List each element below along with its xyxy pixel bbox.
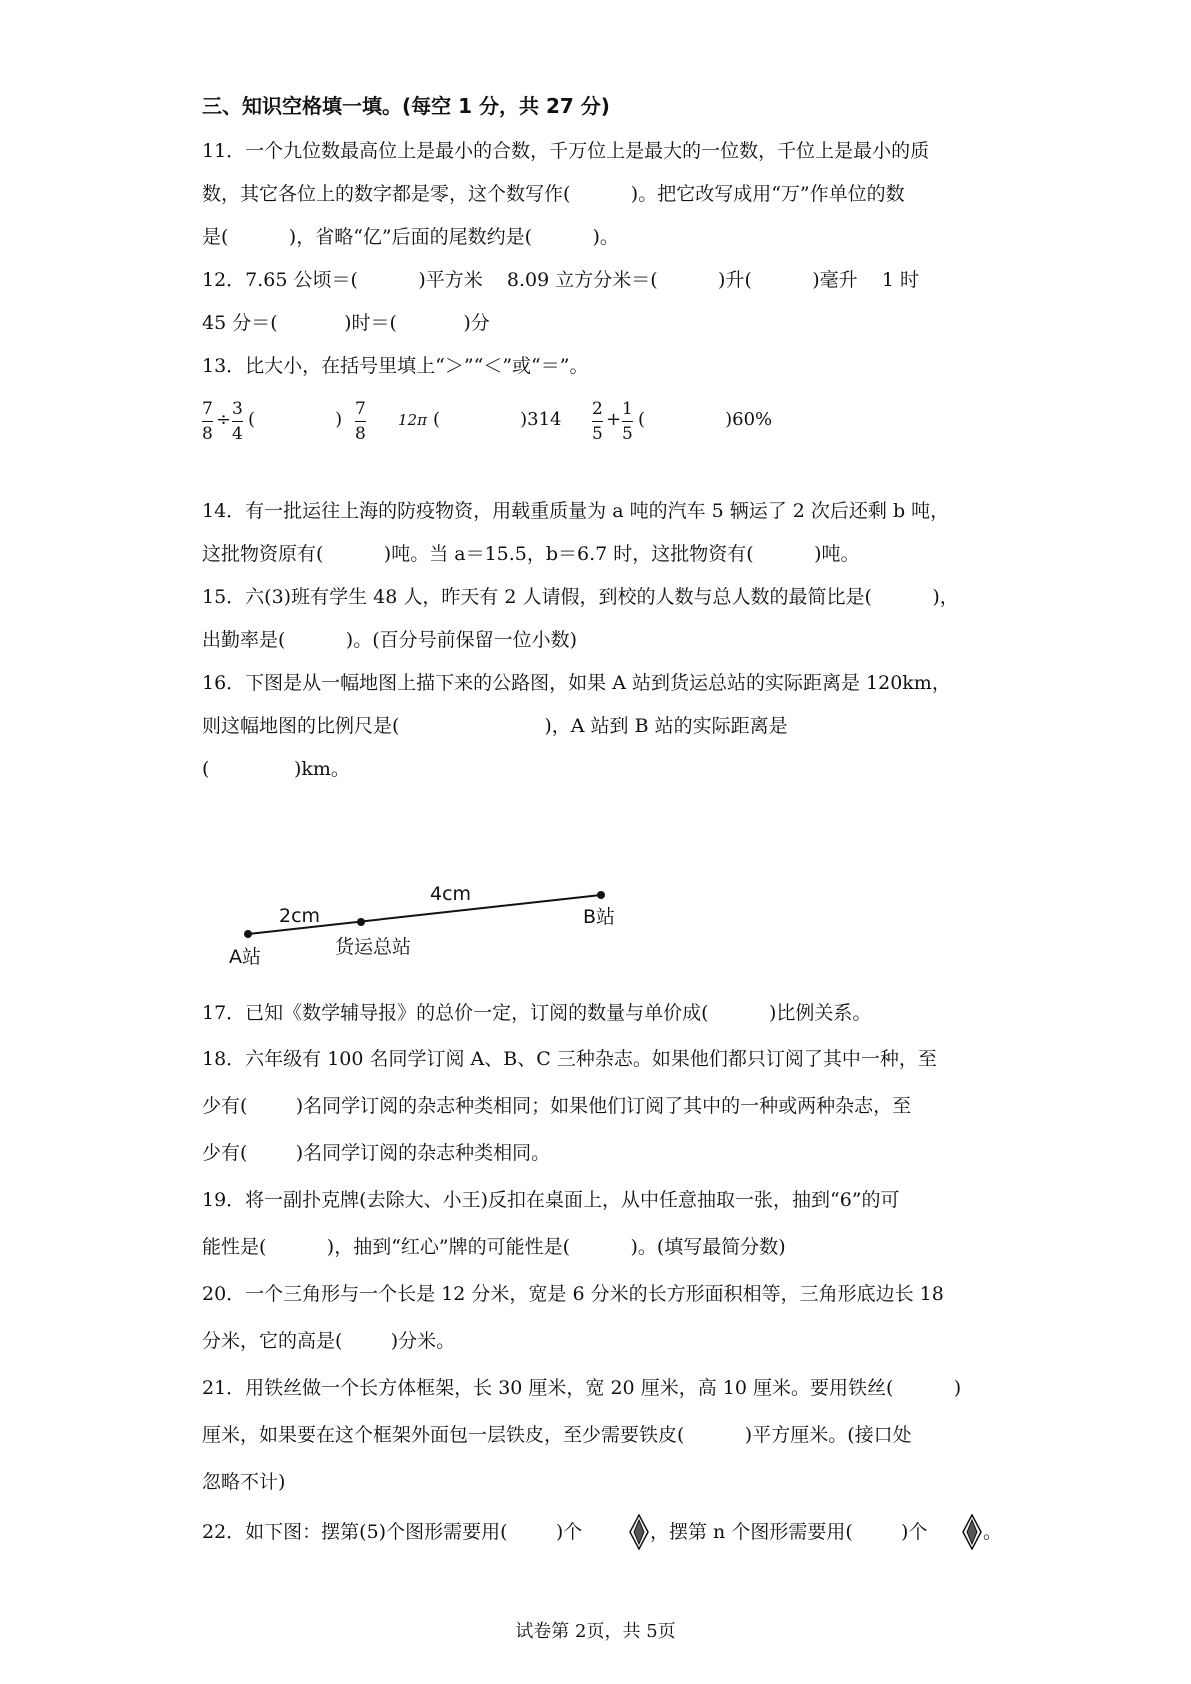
freight-station-label: 货运总站 (335, 936, 412, 958)
q14-line-2: 这批物资原有( )吨。当 a＝15.5，b＝6.7 时，这批物资有( )吨。 (202, 543, 860, 565)
q19-line-1: 19．将一副扑克牌(去除大、小王)反扣在桌面上，从中任意抽取一张，抽到“6”的可 (202, 1189, 900, 1211)
freight-station-dot (357, 918, 365, 926)
compare-blank-1: ( ) (248, 409, 343, 430)
b-station-label: B站 (583, 906, 616, 928)
q22-text-a: 22．如下图：摆第(5)个图形需要用( )个 (202, 1521, 583, 1543)
q16-line-1: 16．下图是从一幅地图上描下来的公路图，如果 A 站到货运总站的实际距离是 120km， (202, 672, 951, 694)
diamond-icon (629, 1514, 649, 1550)
q16-line-3: ( )km。 (202, 758, 350, 780)
q21-line-1: 21．用铁丝做一个长方体框架，长 30 厘米，宽 20 厘米，高 10 厘米。要用铁丝( ) (202, 1377, 962, 1399)
fraction-7-8-a: 7 8 (202, 399, 213, 444)
q14-line-1: 14．有一批运往上海的防疫物资，用载重质量为 a 吨的汽车 5 辆运了 2 次后还剩 b 吨， (202, 500, 950, 522)
q11-line-3: 是( )，省略“亿”后面的尾数约是( )。 (202, 226, 619, 248)
q22-text-c: 。 (983, 1521, 1003, 1543)
diamond-icon (962, 1514, 982, 1550)
pi-term: 12π (398, 411, 427, 429)
divide-sign: ÷ (216, 409, 232, 430)
q15-line-1: 15．六(3)班有学生 48 人，昨天有 2 人请假，到校的人数与总人数的最简比是( )， (202, 586, 959, 608)
segment-label-2cm: 2cm (279, 905, 321, 927)
a-station-dot (244, 930, 252, 938)
fraction-7-8-b: 7 8 (355, 399, 366, 444)
compare-blank-3: ( )60% (638, 409, 773, 430)
q17-line-1: 17．已知《数学辅导报》的总价一定，订阅的数量与单价成( )比例关系。 (202, 1002, 872, 1024)
page-footer: 试卷第 2页，共 5页 (515, 1621, 676, 1642)
q16-line-2: 则这幅地图的比例尺是( )，A 站到 B 站的实际距离是 (202, 715, 788, 737)
q19-line-2: 能性是( )，抽到“红心”牌的可能性是( )。(填写最简分数) (202, 1236, 786, 1258)
a-station-label: A站 (229, 946, 261, 968)
q22-text-b: ，摆第 n 个图形需要用( )个 (650, 1521, 928, 1543)
q11-line-2: 数，其它各位上的数字都是零，这个数写作( )。把它改写成用“万”作单位的数 (202, 183, 905, 205)
q18-line-1: 18．六年级有 100 名同学订阅 A、B、C 三种杂志。如果他们都只订阅了其中一种，至 (202, 1048, 937, 1070)
plus-sign: + (606, 409, 622, 430)
segment-label-4cm: 4cm (430, 883, 472, 905)
q12-line-2: 45 分＝( )时＝( )分 (202, 312, 490, 334)
q15-line-2: 出勤率是( )。(百分号前保留一位小数) (202, 629, 578, 651)
fraction-3-4: 3 4 (232, 399, 243, 444)
q21-line-2: 厘米，如果要在这个框架外面包一层铁皮，至少需要铁皮( )平方厘米。(接口处 (202, 1424, 912, 1446)
q13-line-1: 13．比大小，在括号里填上“＞”“＜”或“＝”。 (202, 355, 589, 377)
q12-line-1: 12．7.65 公顷＝( )平方米 8.09 立方分米＝( )升( )毫升 1 时 (202, 269, 919, 291)
q21-line-3: 忽略不计) (202, 1471, 286, 1493)
q20-line-2: 分米，它的高是( )分米。 (202, 1330, 456, 1352)
q18-line-3: 少有( )名同学订阅的杂志种类相同。 (202, 1142, 551, 1164)
q20-line-1: 20．一个三角形与一个长是 12 分米，宽是 6 分米的长方形面积相等，三角形底边长 18 (202, 1283, 944, 1305)
q18-line-2: 少有( )名同学订阅的杂志种类相同；如果他们订阅了其中的一种或两种杂志，至 (202, 1095, 912, 1117)
fraction-1-5: 1 5 (622, 399, 633, 444)
q11-line-1: 11．一个九位数最高位上是最小的合数，千万位上是最大的一位数，千位上是最小的质 (202, 140, 930, 162)
fraction-2-5: 2 5 (592, 399, 603, 444)
section-title: 三、知识空格填一填。(每空 1 分，共 27 分) (202, 94, 610, 118)
compare-blank-2: ( )314 (433, 409, 562, 430)
b-station-dot (597, 891, 605, 899)
